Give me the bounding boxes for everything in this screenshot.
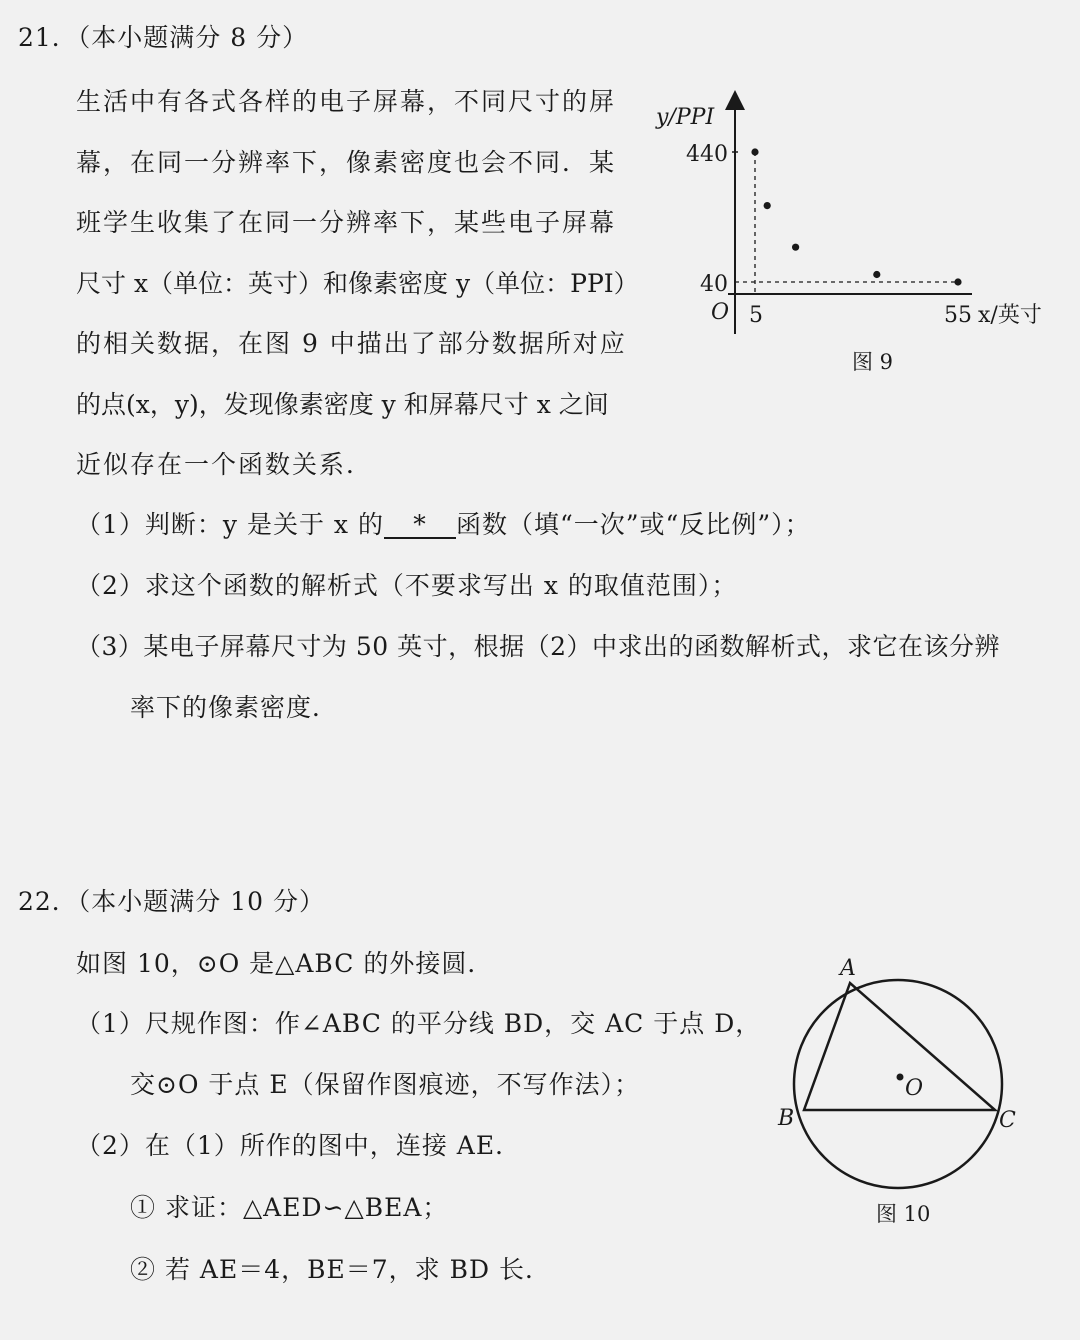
q22-intro: 如图 10，⊙O 是△ABC 的外接圆． bbox=[76, 949, 494, 978]
q22-part2-i: ① 求证：△AED∽△BEA； bbox=[130, 1193, 449, 1222]
q22-header: 22．（本小题满分 10 分） bbox=[18, 887, 326, 916]
q22-part2: （2）在（1）所作的图中，连接 AE． bbox=[76, 1131, 522, 1160]
q21-part2: （2）求这个函数的解析式（不要求写出 x 的取值范围）； bbox=[76, 571, 738, 600]
q21-part3-line2: 率下的像素密度． bbox=[130, 693, 339, 722]
figure-9-caption: 图 9 bbox=[852, 350, 894, 374]
data-points bbox=[751, 148, 961, 285]
q22-part1-line2: 交⊙O 于点 E（保留作图痕迹，不写作法）； bbox=[130, 1070, 641, 1099]
q22-part2-ii: ② 若 AE＝4，BE＝7，求 BD 长． bbox=[130, 1255, 551, 1284]
q21-part1 bbox=[76, 505, 811, 541]
q21-part1-text-after: 函数（填“一次”或“反比例”）； bbox=[455, 510, 811, 539]
q21-header: 21．（本小题满分 8 分） bbox=[18, 23, 309, 52]
q21-paragraph-line: 的相关数据，在图 9 中描出了部分数据所对应 bbox=[76, 329, 627, 358]
data-point-1 bbox=[751, 148, 758, 155]
y-axis-label: y/PPI bbox=[656, 105, 715, 130]
center-point-o bbox=[897, 1074, 904, 1081]
data-point-5 bbox=[954, 278, 961, 285]
answer-blank[interactable]: * bbox=[384, 513, 456, 539]
data-point-4 bbox=[873, 271, 880, 278]
origin-label: O bbox=[711, 300, 730, 325]
q21-part1-text: （1）判断：y 是关于 x 的 bbox=[76, 510, 384, 539]
q21-paragraph-line: 的点(x，y)，发现像素密度 y 和屏幕尺寸 x 之间 bbox=[76, 390, 609, 419]
x-tick-55: 55 bbox=[944, 303, 972, 328]
label-b: B bbox=[778, 1106, 795, 1131]
q21-part3-line1: （3）某电子屏幕尺寸为 50 英寸，根据（2）中求出的函数解析式，求它在该分辨 bbox=[76, 632, 1001, 661]
q21-paragraph-line: 幕，在同一分辨率下，像素密度也会不同．某 bbox=[76, 148, 617, 177]
figure-10-caption: 图 10 bbox=[876, 1202, 931, 1226]
q21-paragraph-line: 尺寸 x（单位：英寸）和像素密度 y（单位：PPI） bbox=[76, 269, 639, 298]
label-o: O bbox=[905, 1076, 924, 1101]
data-point-2 bbox=[764, 202, 771, 209]
data-point-3 bbox=[792, 244, 799, 251]
x-tick-5: 5 bbox=[749, 303, 763, 328]
x-axis-label: x/英寸 bbox=[978, 303, 1042, 328]
y-tick-40: 40 bbox=[700, 272, 728, 297]
q21-paragraph-line: 生活中有各式各样的电子屏幕，不同尺寸的屏 bbox=[76, 87, 617, 116]
figure-9-scatter-chart bbox=[640, 88, 1060, 380]
q22-part1-line1: （1）尺规作图：作∠ABC 的平分线 BD，交 AC 于点 D， bbox=[76, 1009, 762, 1038]
label-a: A bbox=[840, 956, 856, 981]
label-c: C bbox=[999, 1108, 1016, 1133]
q21-paragraph-line: 班学生收集了在同一分辨率下，某些电子屏幕 bbox=[76, 208, 617, 237]
y-tick-440: 440 bbox=[686, 142, 728, 167]
figure-10-diagram bbox=[770, 950, 1050, 1190]
circumcircle bbox=[794, 980, 1002, 1188]
q21-paragraph-line: 近似存在一个函数关系． bbox=[76, 450, 374, 479]
